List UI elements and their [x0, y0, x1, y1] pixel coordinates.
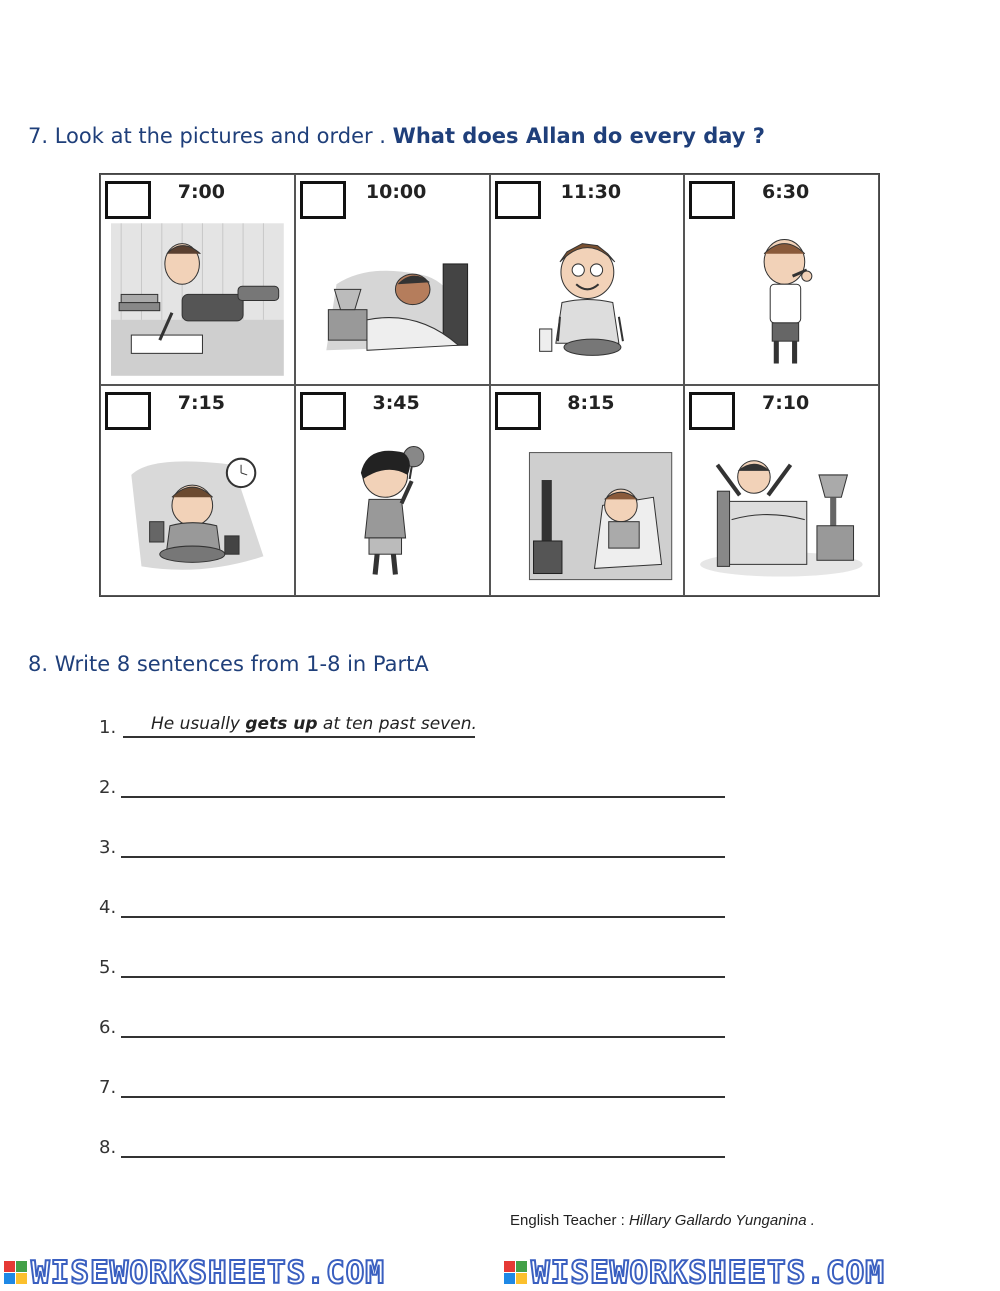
activity-time: 7:00	[177, 181, 225, 203]
activity-cell	[490, 174, 685, 385]
activity-time: 7:10	[761, 392, 810, 414]
activity-cell	[100, 174, 295, 385]
activity-cell	[490, 385, 685, 596]
activity-time: 8:15	[567, 392, 615, 414]
sentence-line[interactable]	[121, 976, 725, 978]
boy-having-breakfast-icon	[111, 430, 284, 591]
question-7-prefix: 7. Look at the pictures and order .	[28, 124, 393, 148]
boy-doing-homework-icon	[111, 219, 284, 380]
boy-brushing-teeth-icon	[695, 219, 868, 380]
boy-eating-dinner-icon	[501, 219, 674, 380]
site-wordmark: WISEWORKSHEETS.COM	[531, 1254, 885, 1291]
activity-cell	[100, 385, 295, 596]
activity-grid	[99, 173, 880, 597]
sentence-line[interactable]	[121, 1096, 725, 1098]
activity-time: 6:30	[761, 181, 810, 203]
teacher-name: Hillary Gallardo Yunganina .	[628, 1212, 815, 1229]
activity-time: 3:45	[372, 392, 420, 414]
activity-time: 10:00	[365, 181, 427, 203]
sentence-line[interactable]	[121, 1036, 725, 1038]
banner-segment	[500, 1255, 1000, 1291]
sentence-row[interactable]	[99, 952, 739, 982]
sentence-number: 1.	[99, 717, 117, 738]
activity-cell	[295, 385, 490, 596]
activity-cell	[684, 174, 879, 385]
site-wordmark: WISEWORKSHEETS.COM	[31, 1254, 385, 1291]
boy-watching-tv-icon	[501, 430, 674, 591]
sentence-row[interactable]	[99, 1132, 739, 1162]
sentence-number: 6.	[99, 1017, 117, 1038]
activity-time: 7:15	[177, 392, 225, 414]
sentence-row[interactable]	[99, 832, 739, 862]
example-sentence-bold: gets up	[245, 714, 318, 734]
banner-segment	[0, 1255, 500, 1291]
sentence-line[interactable]	[121, 1156, 725, 1158]
boy-sleeping-in-bed-icon	[306, 219, 479, 380]
sentence-line[interactable]	[121, 916, 725, 918]
sentence-row[interactable]	[99, 772, 739, 802]
sentence-line	[123, 736, 475, 738]
sentence-number: 8.	[99, 1137, 117, 1158]
site-banner[interactable]	[0, 1254, 1000, 1291]
sentence-number: 7.	[99, 1077, 117, 1098]
sentence-line[interactable]	[121, 796, 725, 798]
boy-getting-up-icon	[695, 430, 868, 591]
teacher-credit	[510, 1212, 815, 1229]
question-7-heading	[28, 124, 765, 148]
sentence-number: 5.	[99, 957, 117, 978]
sentence-number: 4.	[99, 897, 117, 918]
question-7-bold: What does Allan do every day ?	[392, 124, 765, 148]
site-logo-icon	[4, 1261, 27, 1284]
example-sentence-post: at ten past seven.	[317, 714, 477, 734]
example-sentence	[151, 714, 477, 734]
example-sentence-pre: He usually	[151, 714, 246, 734]
sentence-row[interactable]	[99, 1012, 739, 1042]
sentence-row[interactable]	[99, 1072, 739, 1102]
question-8-heading: 8. Write 8 sentences from 1-8 in PartA	[28, 652, 429, 676]
boy-playing-basketball-icon	[306, 430, 479, 591]
sentence-row	[99, 712, 739, 742]
sentence-line[interactable]	[121, 856, 725, 858]
activity-cell	[684, 385, 879, 596]
sentence-number: 2.	[99, 777, 117, 798]
activity-time: 11:30	[560, 181, 622, 203]
site-logo-icon	[504, 1261, 527, 1284]
sentence-number: 3.	[99, 837, 117, 858]
activity-cell	[295, 174, 490, 385]
teacher-label: English Teacher :	[510, 1212, 629, 1229]
sentence-row[interactable]	[99, 892, 739, 922]
